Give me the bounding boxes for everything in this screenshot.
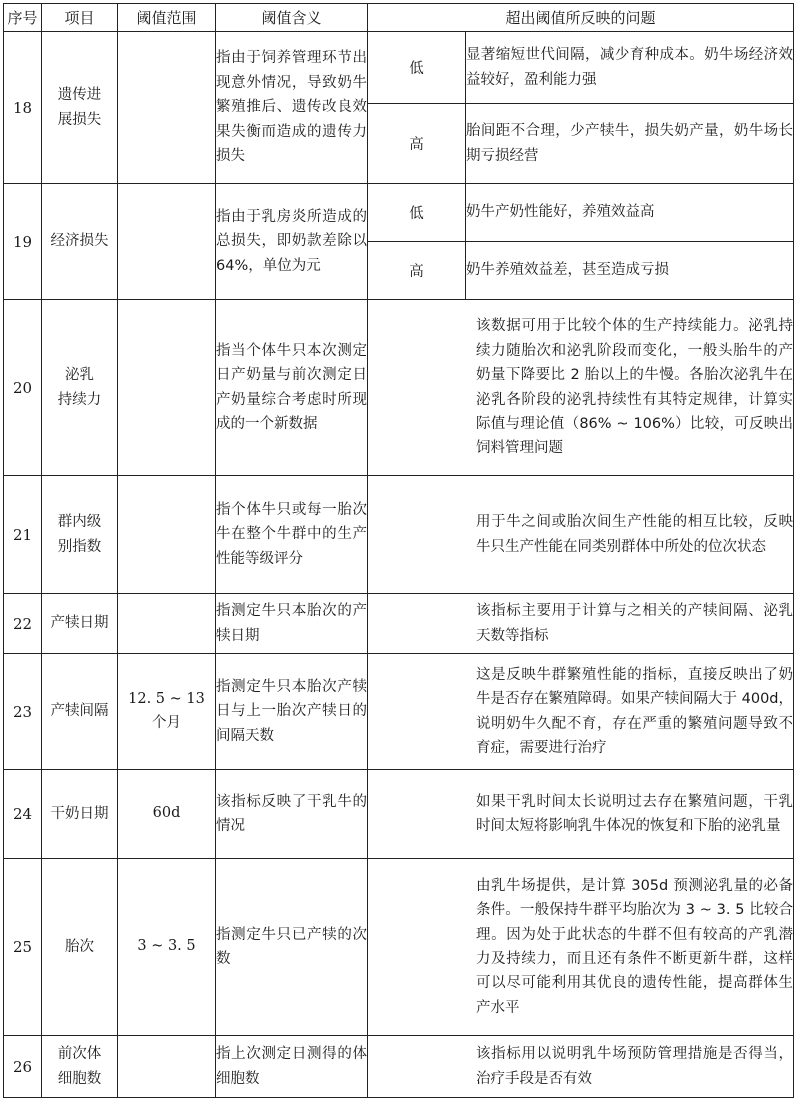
- table-row: [4, 32, 794, 104]
- problem-high: 奶牛养殖效益差，甚至造成亏损: [466, 242, 794, 300]
- header-item: 项目: [42, 4, 118, 32]
- item-line: 持续力: [57, 391, 102, 408]
- table-row: [4, 859, 794, 1036]
- level-low: 低: [368, 184, 466, 242]
- range-line: 60d: [152, 805, 181, 822]
- item-line: 遗传进: [57, 86, 102, 103]
- row-seq: 22: [4, 594, 42, 654]
- row-range: [118, 184, 216, 300]
- header-range: 阈值范围: [118, 4, 216, 32]
- header-problem: 超出阈值所反映的问题: [368, 4, 794, 32]
- threshold-table: [3, 3, 794, 1098]
- problem-low: 显著缩短世代间隔，减少育种成本。奶牛场经济效益较好，盈利能力强: [466, 32, 794, 104]
- row-range: [118, 859, 216, 1036]
- table-row: [4, 1036, 794, 1098]
- row-problem: 这是反映牛群繁殖性能的指标，直接反映出了奶牛是否存在繁殖障碍。如果产犊间隔大于 400d，说明奶牛久配不育，存在严重的繁殖问题导致不育症，需要进行治疗: [368, 654, 794, 770]
- table-row: [4, 594, 794, 654]
- table-row: [4, 184, 794, 242]
- row-problem: 如果干乳时间太长说明过去存在繁殖问题，干乳时间太短将影响乳牛体况的恢复和下胎的泌乳量: [368, 770, 794, 859]
- problem-high: 胎间距不合理，少产犊牛，损失奶产量，奶牛场长期亏损经营: [466, 104, 794, 184]
- row-range: [118, 654, 216, 770]
- row-problem: 用于牛之间或胎次间生产性能的相互比较，反映牛只生产性能在同类别群体中所处的位次状态: [368, 476, 794, 594]
- range-line: 12. 5 ~ 13: [128, 691, 205, 708]
- row-range: [118, 300, 216, 476]
- row-item: [42, 32, 118, 184]
- table-row: [4, 770, 794, 859]
- item-line: 经济损失: [50, 233, 109, 249]
- range-line: 3 ~ 3. 5: [137, 938, 196, 955]
- row-range: [118, 476, 216, 594]
- row-problem: 该指标用以说明乳牛场预防管理措施是否得当，治疗手段是否有效: [368, 1036, 794, 1098]
- row-seq: 24: [4, 770, 42, 859]
- row-seq: 18: [4, 32, 42, 184]
- row-item: [42, 476, 118, 594]
- table-row: [4, 654, 794, 770]
- row-seq: 20: [4, 300, 42, 476]
- row-meaning: 该指标反映了干乳牛的情况: [216, 770, 368, 859]
- item-line: 细胞数: [57, 1070, 102, 1087]
- row-seq: 25: [4, 859, 42, 1036]
- header-meaning: 阈值含义: [216, 4, 368, 32]
- item-line: 干奶日期: [50, 805, 109, 822]
- item-line: 产犊日期: [50, 615, 109, 631]
- row-problem: 该数据可用于比较个体的生产持续能力。泌乳持续力随胎次和泌乳阶段而变化，一般头胎牛的产奶量下降要比 2 胎以上的牛慢。各胎次泌乳牛在泌乳各阶段的泌乳持续性有其特定规律，计算实际值与理论值（86% ~ 106%）比较，可反映出饲料管理问题: [368, 300, 794, 476]
- row-meaning: 指测定牛只本胎次产犊日与上一胎次产犊日的间隔天数: [216, 654, 368, 770]
- problem-low: 奶牛产奶性能好，养殖效益高: [466, 184, 794, 242]
- item-line: 群内级: [57, 513, 102, 530]
- row-range: [118, 770, 216, 859]
- row-seq: 19: [4, 184, 42, 300]
- row-range: [118, 1036, 216, 1098]
- table-row: [4, 300, 794, 476]
- level-high: 高: [368, 104, 466, 184]
- row-meaning: 指测定牛只已产犊的次数: [216, 859, 368, 1036]
- row-problem: 由乳牛场提供，是计算 305d 预测泌乳量的必备条件。一般保持牛群平均胎次为 3 ~ 3. 5 比较合理。因为处于此状态的牛群不但有较高的产乳潜力及持续力，而且还有条件不断更新牛群，这样可以尽可能利用其优良的遗传性能，提高群体生产水平: [368, 859, 794, 1036]
- row-seq: 23: [4, 654, 42, 770]
- row-item: [42, 1036, 118, 1098]
- item-line: 产犊间隔: [50, 703, 109, 719]
- item-line: 前次体: [57, 1045, 102, 1062]
- row-meaning: 指由于乳房炎所造成的总损失，即奶款差除以 64%，单位为元: [216, 184, 368, 300]
- row-meaning: 指上次测定日测得的体细胞数: [216, 1036, 368, 1098]
- level-high: 高: [368, 242, 466, 300]
- row-range: [118, 32, 216, 184]
- row-item: [42, 770, 118, 859]
- row-problem: 该指标主要用于计算与之相关的产犊间隔、泌乳天数等指标: [368, 594, 794, 654]
- row-item: [42, 654, 118, 770]
- header-seq: 序号: [4, 4, 42, 32]
- row-meaning: 指测定牛只本胎次的产犊日期: [216, 594, 368, 654]
- row-range: [118, 594, 216, 654]
- table-row: [4, 476, 794, 594]
- row-item: [42, 594, 118, 654]
- range-line: 个月: [152, 714, 181, 731]
- row-seq: 21: [4, 476, 42, 594]
- header-row: [4, 4, 794, 32]
- item-line: 别指数: [57, 538, 102, 555]
- item-line: 泌乳: [65, 366, 94, 383]
- row-item: [42, 184, 118, 300]
- row-item: [42, 300, 118, 476]
- row-seq: 26: [4, 1036, 42, 1098]
- row-meaning: 指当个体牛只本次测定日产奶量与前次测定日产奶量综合考虑时所现成的一个新数据: [216, 300, 368, 476]
- item-line: 展损失: [57, 111, 102, 128]
- level-low: 低: [368, 32, 466, 104]
- item-line: 胎次: [65, 938, 94, 955]
- row-meaning: 指个体牛只或每一胎次牛在整个牛群中的生产性能等级评分: [216, 476, 368, 594]
- row-meaning: 指由于饲养管理环节出现意外情况，导致奶牛繁殖推后、遗传改良效果失衡而造成的遗传力损失: [216, 32, 368, 184]
- row-item: [42, 859, 118, 1036]
